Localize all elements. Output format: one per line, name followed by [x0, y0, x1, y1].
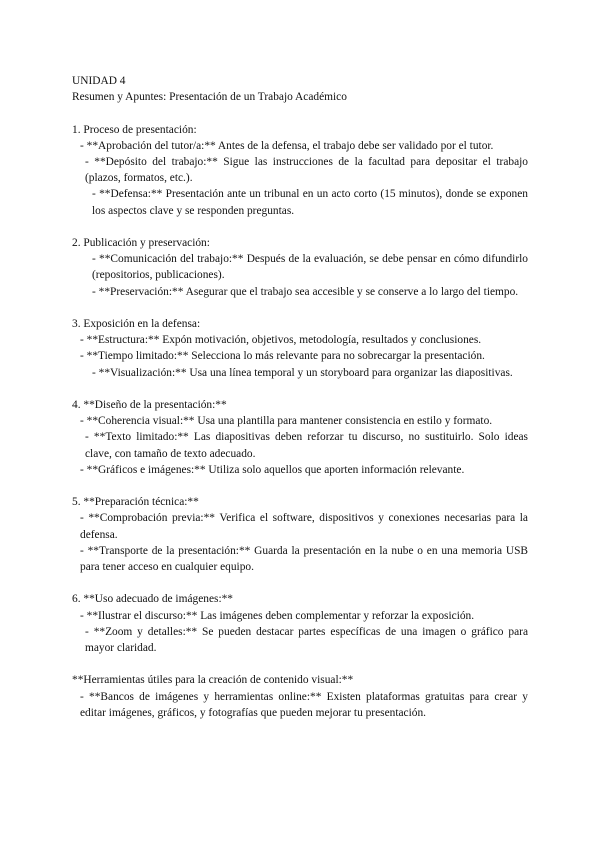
- list-item: - **Comprobación previa:** Verifica el software, dispositivos y conexiones necesarias para la defensa.: [80, 512, 528, 541]
- list-item: - **Tiempo limitado:** Selecciona lo más relevante para no sobrecargar la presentación.: [80, 350, 485, 363]
- list-item: - **Ilustrar el discurso:** Las imágenes deben complementar y reforzar la exposición.: [80, 609, 475, 622]
- spacer: [72, 381, 528, 397]
- document-subtitle: Resumen y Apuntes: Presentación de un Trabajo Académico: [72, 91, 347, 104]
- list-item: - **Visualización:** Usa una línea temporal y un storyboard para organizar las diapositivas.: [92, 366, 513, 379]
- section-title: 3. Exposición en la defensa:: [72, 318, 201, 330]
- list-item: - **Transporte de la presentación:** Guarda la presentación en la nube o en una memoria USB para tener acceso en cualquier equipo.: [80, 544, 528, 574]
- list-item: - **Aprobación del tutor/a:** Antes de la defensa, el trabajo debe ser validado por el tutor.: [80, 139, 494, 152]
- spacer: [72, 478, 528, 494]
- spacer: [72, 219, 528, 235]
- list-item: - **Gráficos e imágenes:** Utiliza solo aquellos que aporten información relevante.: [80, 463, 465, 476]
- section-title: 1. Proceso de presentación:: [72, 123, 197, 136]
- spacer: [72, 300, 528, 316]
- list-item: - **Texto limitado:** Las diapositivas deben reforzar tu discurso, no sustituirlo. Solo ideas clave, con tamaño de texto adecuado.: [85, 431, 528, 460]
- list-item: - **Depósito del trabajo:** Sigue las instrucciones de la facultad para depositar el trabajo (plazos, formatos, etc.).: [85, 156, 528, 185]
- list-item: - **Estructura:** Expón motivación, objetivos, metodología, resultados y conclusiones.: [80, 334, 482, 347]
- spacer: [72, 105, 528, 121]
- list-item: - **Preservación:** Asegurar que el trabajo sea accesible y se conserve a lo largo del tiempo.: [92, 285, 519, 298]
- unit-heading: UNIDAD 4: [72, 75, 126, 87]
- list-item: - **Defensa:** Presentación ante un tribunal en un acto corto (15 minutos), donde se exponen los aspectos clave y se responden preguntas.: [92, 188, 528, 217]
- list-item: - **Zoom y detalles:** Se pueden destacar partes específicas de una imagen o gráfico para mayor claridad.: [85, 625, 528, 655]
- document-body: [72, 73, 528, 721]
- section-title: 2. Publicación y preservación:: [72, 237, 210, 249]
- list-item: - **Coherencia visual:** Usa una plantilla para mantener consistencia en estilo y formato.: [80, 415, 493, 428]
- section-title: 5. **Preparación técnica:**: [72, 496, 199, 509]
- list-item: - **Bancos de imágenes y herramientas online:** Existen plataformas gratuitas para crear y editar imágenes, gráficos, y fotografías que pueden mejorar tu presentación.: [80, 690, 528, 719]
- spacer: [72, 656, 528, 672]
- section-title: **Herramientas útiles para la creación de contenido visual:**: [72, 674, 354, 687]
- list-item: - **Comunicación del trabajo:** Después de la evaluación, se debe pensar en cómo difundirlo (repositorios, publicaciones).: [92, 253, 528, 282]
- section-title: 6. **Uso adecuado de imágenes:**: [72, 593, 234, 606]
- spacer: [72, 575, 528, 591]
- section-title: 4. **Diseño de la presentación:**: [72, 399, 227, 411]
